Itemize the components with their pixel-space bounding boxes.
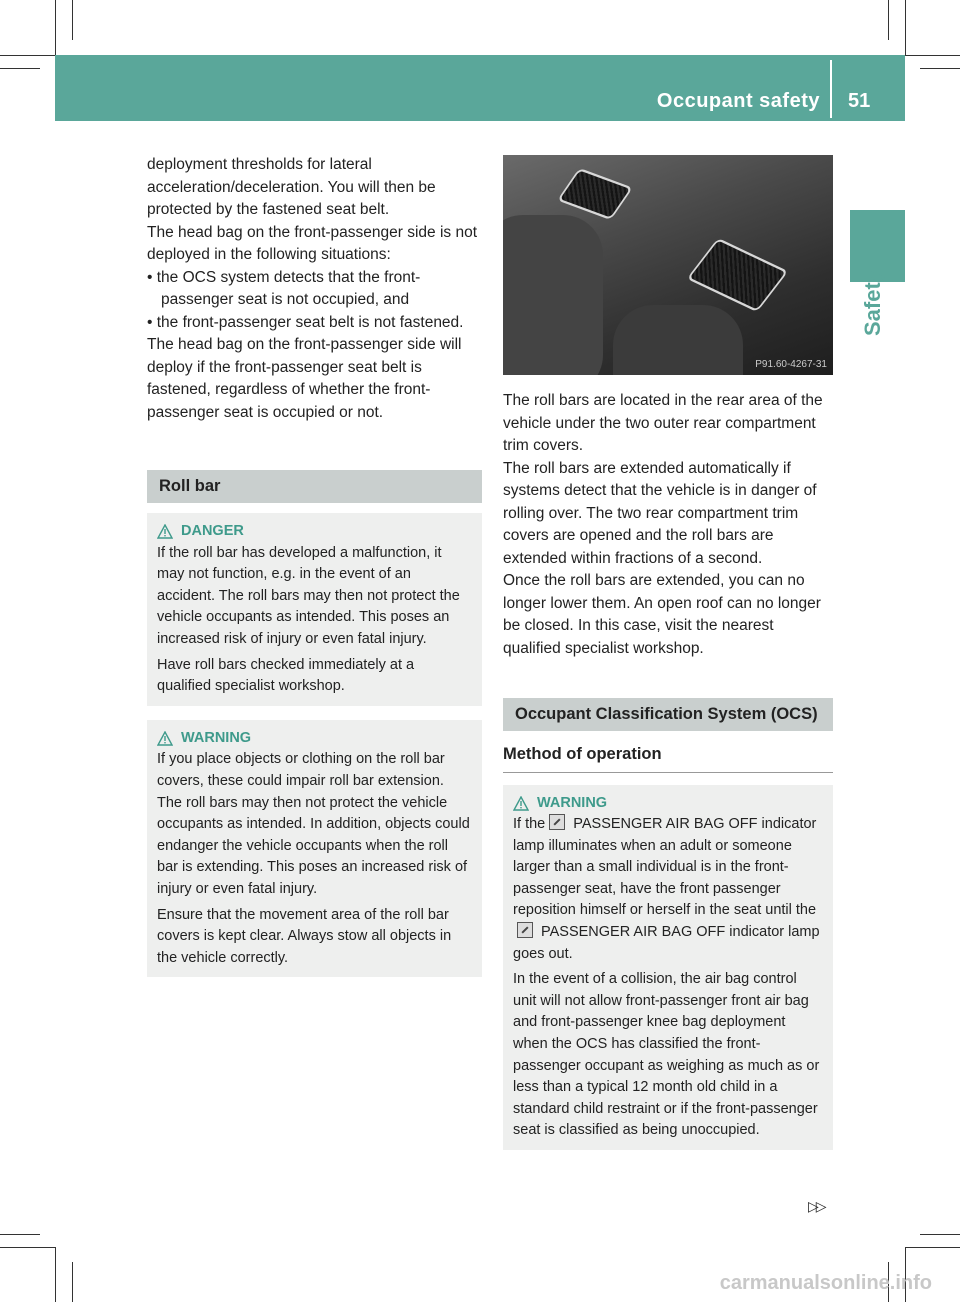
list-item: • the front-passenger seat belt is not fastened.: [147, 313, 464, 331]
airbag-off-icon: [549, 814, 565, 830]
crop-mark: [0, 1247, 55, 1248]
danger-text: Have roll bars checked immediately at a qualified specialist workshop.: [157, 656, 415, 695]
crop-mark: [920, 68, 960, 69]
paragraph: Once the roll bars are extended, you can no longer lower them. An open roof can no longer be closed. In this case, visit the nearest qualified specialist workshop.: [503, 572, 821, 657]
section-heading-roll-bar: Roll bar: [147, 470, 482, 503]
warning-text-part: PASSENGER AIR BAG OFF indicator lamp goes out.: [513, 924, 820, 962]
crop-mark: [0, 1234, 40, 1235]
danger-heading-text: DANGER: [181, 523, 244, 539]
trim-cover: [557, 168, 633, 220]
crop-mark: [920, 1234, 960, 1235]
crop-mark: [905, 0, 906, 55]
crop-mark: [55, 1247, 56, 1302]
warning-text: [513, 814, 823, 965]
next-page-icon: ▷▷: [808, 1198, 824, 1214]
warning-text-part: If the: [513, 816, 546, 833]
trim-cover: [687, 238, 789, 312]
seat-shape: [613, 305, 743, 375]
crop-mark: [0, 55, 55, 56]
warning-heading-text: WARNING: [537, 794, 608, 811]
paragraph: The head bag on the front-passenger side is not deployed in the following situations:: [147, 223, 478, 263]
section-heading-ocs: Occupant Classification System (OCS): [503, 698, 833, 731]
crop-mark: [0, 68, 40, 69]
crop-mark: [905, 55, 960, 56]
footer-watermark: carmanualsonline.info: [719, 1272, 932, 1294]
left-column: [147, 154, 482, 977]
paragraph: The head bag on the front-passenger side will deploy if the front-passenger seat belt is fastened, regardless of whether the front-passenger seat is occupied or not.: [147, 336, 462, 421]
page-number: 51: [848, 90, 871, 112]
seat-shape: [503, 215, 603, 375]
crop-mark: [72, 1262, 73, 1302]
warning-text: In the event of a collision, the air bag control unit will not allow front-passenger front air bag and front-passenger knee bag deployment when the OCS has classified the front-passenger occupant as weighing as much as or less than a typical 12 month old child in a standard child restraint or if the front-passenger seat is classified as being unoccupied.: [513, 971, 820, 1139]
right-column: [503, 390, 833, 1150]
crop-mark: [55, 0, 56, 55]
warning-box: [503, 785, 833, 1151]
page-title: Occupant safety: [656, 90, 820, 112]
danger-heading: [157, 521, 472, 543]
header-divider: [830, 60, 832, 118]
warning-heading: [157, 728, 472, 750]
airbag-off-icon: [517, 922, 533, 938]
crop-mark: [888, 0, 889, 40]
list-item-text: the front-passenger seat belt is not fastened.: [156, 313, 464, 331]
warning-triangle-icon: [513, 796, 529, 811]
warning-text: Ensure that the movement area of the roll bar covers is kept clear. Always stow all objects in the vehicle correctly.: [157, 906, 452, 966]
warning-text: If you place objects or clothing on the roll bar covers, these could impair roll bar extension. The roll bars may then not protect the vehicle occupants as intended. In addition, objects could endanger the vehicle occupants when the roll bar is extending. This poses an increased risk of injury or even fatal injury.: [157, 751, 470, 897]
paragraph: The roll bars are extended automatically if systems detect that the vehicle is in danger of rolling over. The two rear compartment trim covers are opened and the roll bars are extended within fractions of a second.: [503, 459, 817, 567]
paragraph: The roll bars are located in the rear area of the vehicle under the two outer rear compartment trim covers.: [503, 392, 823, 454]
warning-heading: [513, 793, 823, 815]
crop-mark: [72, 0, 73, 40]
paragraph: deployment thresholds for lateral acceleration/deceleration. You will then be protected by the fastened seat belt.: [147, 156, 436, 218]
warning-heading-text: WARNING: [181, 729, 252, 746]
warning-triangle-icon: [157, 524, 173, 539]
photo-code: P91.60-4267-31: [755, 359, 827, 370]
danger-text: If the roll bar has developed a malfunction, it may not function, e.g. in the event of an accident. The roll bars may then not protect the vehicle occupants as intended. This poses an increased risk of injury or even fatal injury.: [157, 544, 460, 647]
roll-bar-photo: [503, 155, 833, 375]
warning-text-part: PASSENGER AIR BAG OFF indicator lamp illuminates when an adult or someone larger than a small individual is in the front-passenger seat, have the front passenger reposition himself or herself in the seat until the: [513, 816, 817, 919]
subheading-method: Method of operation: [503, 743, 833, 773]
list-item-text: the OCS system detects that the front-passenger seat is not occupied, and: [156, 268, 421, 308]
crop-mark: [905, 1247, 960, 1248]
warning-box: [147, 720, 482, 978]
side-tab-label: Safety: [860, 269, 885, 336]
warning-triangle-icon: [157, 731, 173, 746]
danger-box: [147, 513, 482, 706]
list-item: • the OCS system detects that the front-passenger seat is not occupied, and: [147, 268, 421, 308]
